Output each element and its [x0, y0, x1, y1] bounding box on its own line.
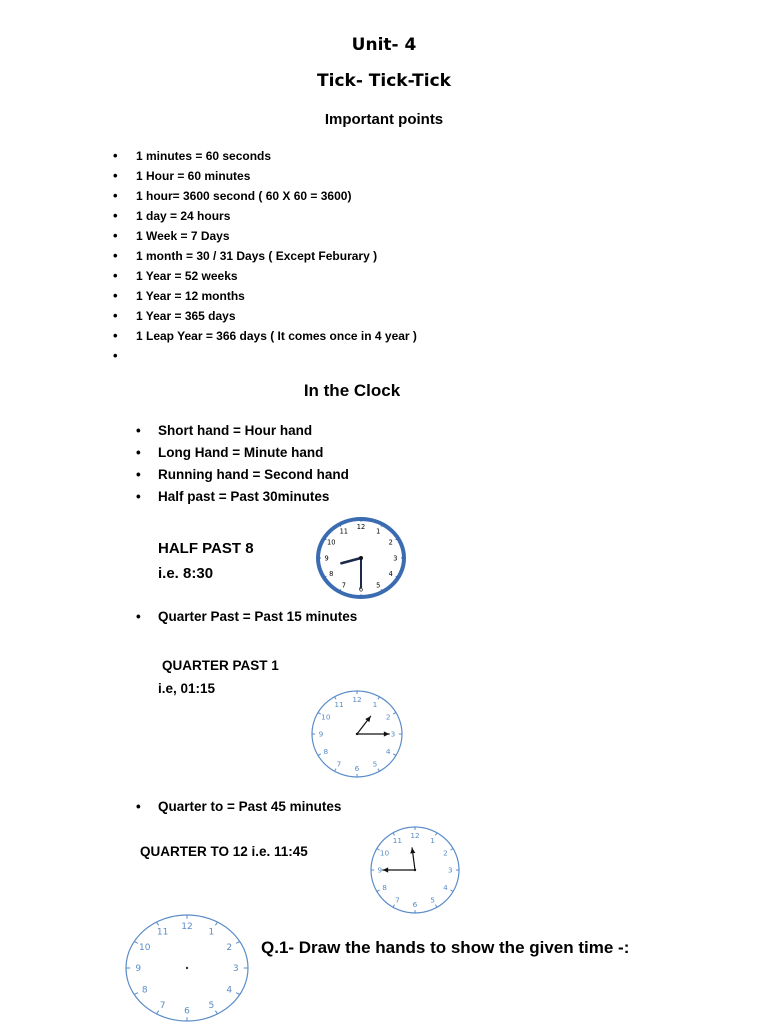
list-item: • 1 Year = 52 weeks — [113, 266, 417, 286]
clock-numeral: 6 — [184, 1006, 190, 1017]
clock-numeral: 12 — [356, 523, 366, 532]
clock-numeral: 3 — [393, 554, 398, 563]
clock-icon — [310, 689, 404, 779]
clock-numeral: 8 — [382, 882, 387, 892]
clock-numeral: 7 — [336, 759, 342, 769]
list-item: • 1 Year = 12 months — [113, 286, 417, 306]
clock-numeral: 5 — [430, 895, 435, 905]
important-points-heading: Important points — [324, 111, 444, 128]
quarter-past-bullet: • Quarter Past = Past 15 minutes — [136, 609, 357, 624]
list-item: • 1 hour= 3600 second ( 60 X 60 = 3600) — [113, 186, 417, 206]
clock-numeral: 12 — [181, 921, 193, 932]
list-item: • Running hand = Second hand — [136, 464, 349, 486]
clock-numeral: 9 — [324, 554, 329, 563]
clock-numeral: 10 — [379, 848, 390, 858]
clock-numeral: 6 — [358, 585, 364, 594]
clock-numeral: 3 — [232, 964, 239, 975]
clock-numeral: 8 — [323, 746, 329, 756]
clock-numeral: 4 — [388, 569, 393, 578]
clock-numeral: 2 — [388, 538, 393, 547]
clock-icon — [124, 913, 250, 1023]
clock-numeral: 8 — [141, 985, 148, 996]
question-1: Q.1- Draw the hands to show the given time -: — [261, 938, 630, 957]
clock-numeral: 5 — [376, 581, 381, 590]
clock-numeral: 11 — [392, 835, 403, 845]
list-item: • Short hand = Hour hand — [136, 420, 349, 442]
clock-numeral: 4 — [443, 882, 448, 892]
clock-numeral: 5 — [208, 1000, 215, 1011]
clock-numeral: 11 — [156, 927, 169, 938]
clock-icon — [369, 825, 461, 915]
half-past-time: i.e. 8:30 — [158, 565, 214, 582]
clock-numeral: 1 — [372, 699, 378, 709]
clock-numeral: 7 — [341, 581, 346, 590]
list-item: • 1 Year = 365 days — [113, 306, 417, 326]
clock-numeral: 1 — [376, 527, 381, 536]
clock-numeral: 8 — [329, 569, 334, 578]
quarter-past-time: i.e, 01:15 — [158, 681, 216, 696]
clock-numeral: 4 — [226, 985, 233, 996]
clock-numeral: 10 — [321, 712, 331, 722]
chapter-title: Tick- Tick-Tick — [317, 71, 451, 91]
clock-section-heading: In the Clock — [303, 381, 401, 400]
clock-numeral: 2 — [385, 712, 391, 722]
clock-hands-list — [136, 420, 349, 508]
clock-numeral: 9 — [135, 964, 142, 975]
list-item — [113, 346, 417, 366]
quarter-to-bullet: • Quarter to = Past 45 minutes — [136, 799, 341, 814]
clock-numeral: 11 — [334, 699, 344, 709]
clock-numeral: 3 — [447, 865, 453, 875]
clock-numeral: 3 — [390, 729, 396, 739]
clock-numeral: 2 — [226, 942, 233, 953]
clock-numeral: 10 — [326, 538, 336, 547]
clock-icon — [316, 517, 406, 599]
clock-numeral: 9 — [318, 729, 324, 739]
list-item: • 1 Week = 7 Days — [113, 226, 417, 246]
list-item: • 1 minutes = 60 seconds — [113, 146, 417, 166]
list-item: • 1 month = 30 / 31 Days ( Except Feburary ) — [113, 246, 417, 266]
clock-numeral: 12 — [352, 695, 362, 705]
list-item: • Half past = Past 30minutes — [136, 486, 349, 508]
clock-numeral: 2 — [443, 848, 448, 858]
clock-numeral: 6 — [354, 763, 360, 773]
clock-numeral: 1 — [430, 835, 435, 845]
clock-numeral: 7 — [395, 895, 400, 905]
list-item: • 1 Leap Year = 366 days ( It comes once in 4 year ) — [113, 326, 417, 346]
list-item: • Long Hand = Minute hand — [136, 442, 349, 464]
clock-numeral: 4 — [385, 746, 391, 756]
clock-numeral: 11 — [339, 527, 349, 536]
clock-numeral: 1 — [208, 927, 215, 938]
list-item: • 1 day = 24 hours — [113, 206, 417, 226]
quarter-to-label: QUARTER TO 12 i.e. 11:45 — [140, 844, 308, 859]
half-past-label: HALF PAST 8 — [158, 540, 254, 557]
clock-numeral: 6 — [412, 899, 418, 909]
list-item: • 1 Hour = 60 minutes — [113, 166, 417, 186]
important-points-list — [113, 146, 417, 366]
clock-numeral: 12 — [410, 831, 420, 841]
clock-numeral: 5 — [372, 759, 378, 769]
clock-numeral: 10 — [139, 942, 151, 953]
unit-title: Unit- 4 — [351, 35, 417, 55]
clock-numeral: 9 — [377, 865, 383, 875]
quarter-past-label: QUARTER PAST 1 — [162, 658, 279, 673]
clock-numeral: 7 — [159, 1000, 166, 1011]
